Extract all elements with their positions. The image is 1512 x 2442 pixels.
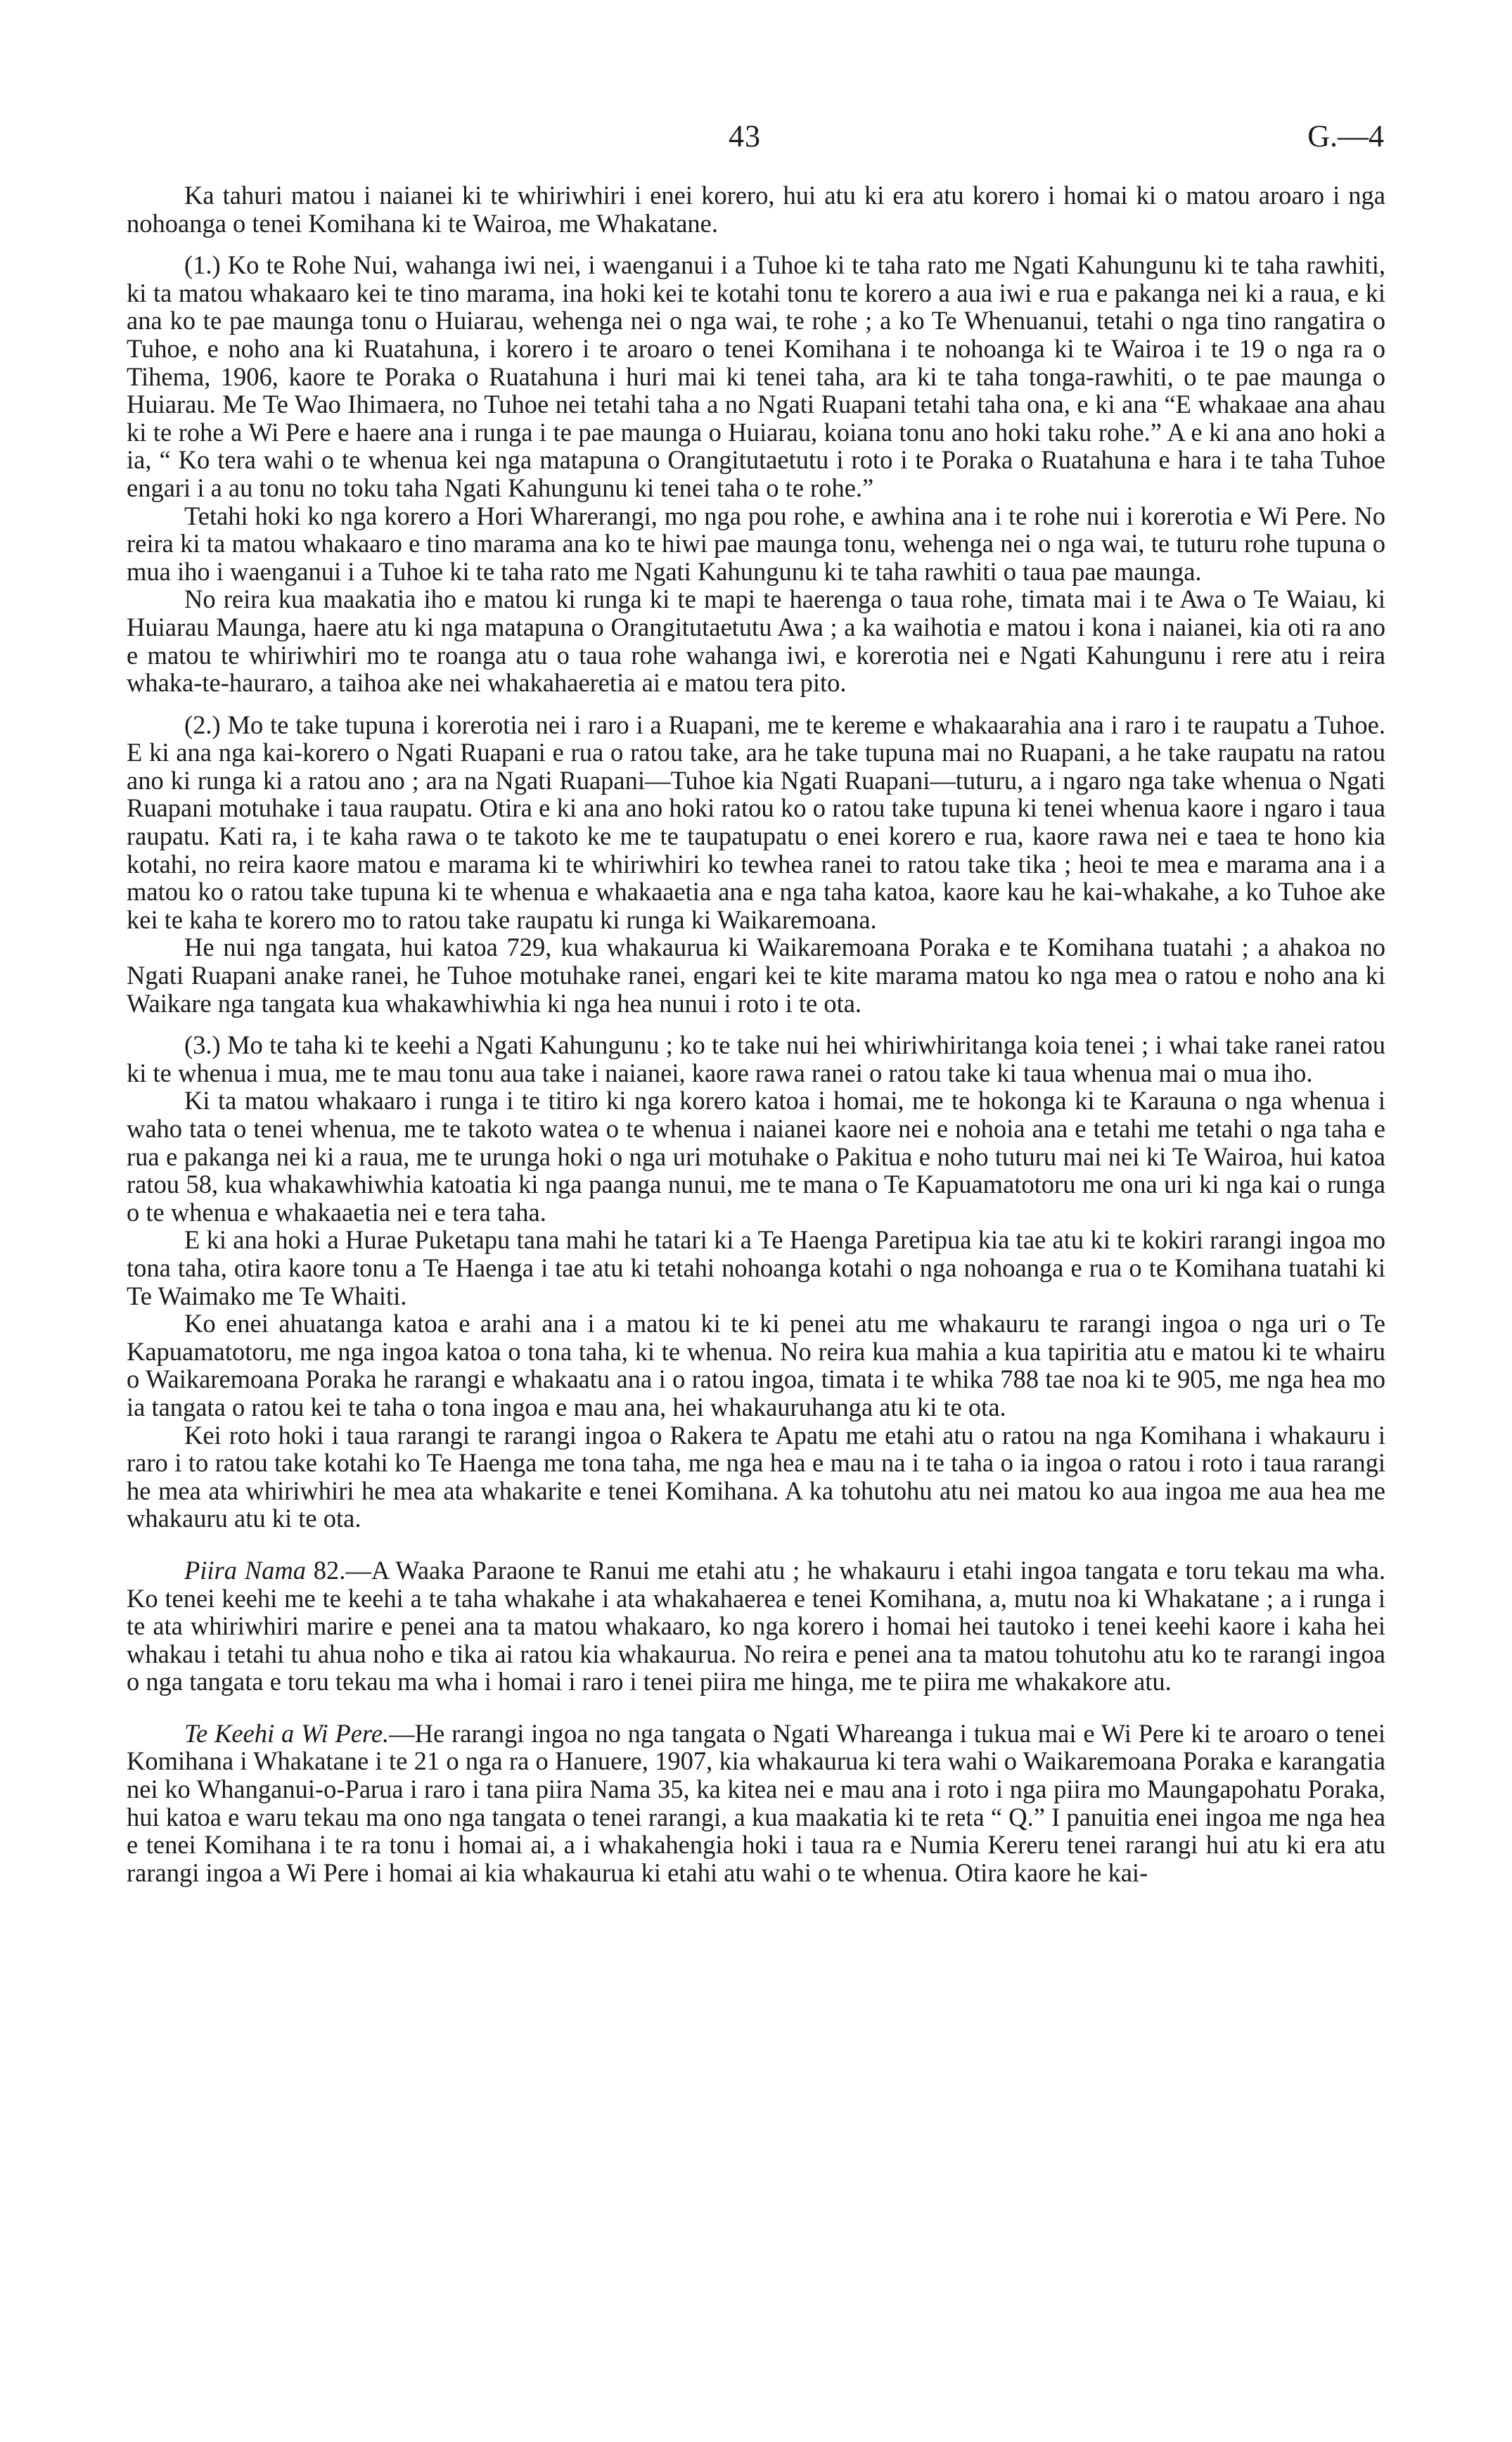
- paragraph-wi-pere: [127, 1720, 1385, 1887]
- paragraph-hurae-puketapu: E ki ana hoki a Hurae Puketapu tana mahi he tatari ki a Te Haenga Paretipua kia tae atu ki te kokiri rarangi ingoa mo tona taha, otira kaore tonu a Te Haenga i tae atu ki tetahi nohoanga kotahi o nga nohoanga e rua o te Komihana tuatahi ki Te Waimako me Te Whaiti.: [127, 1225, 1385, 1310]
- paragraph-intro: Ka tahuri matou i naianei ki te whiriwhiri i enei korero, hui atu ki era atu korero i homai ki o matou aroaro i nga nohoanga o tenei Komihana ki te Wairoa, me Whakatane.: [127, 181, 1385, 238]
- page-header: [0, 118, 1512, 160]
- paragraph-lead: Te Keehi a Wi Pere.: [184, 1718, 390, 1748]
- paragraph-body: 82.—A Waaka Paraone te Ranui me etahi atu ; he whakauru i etahi ingoa tangata e toru tekau ma wha. Ko tenei keehi me te keehi a te taha whakahe i ata whakahaerea e tenei Komihana, a, mutu noa ki Whakatane ; a i runga i te ata whiriwhiri marire e penei ana ta matou whakaaro, ko nga korero i homai hei tautoko i tenei keehi kaore i kaha hei whakau i tetahi tu ahua noho e tika ai ratou kia whakaurua. No reira e penei ana ta matou tohutohu atu ko te rarangi ingoa o nga tangata e toru tekau ma wha i homai i raro i tenei piira me hinga, me te piira me whakakore atu.: [127, 1555, 1385, 1696]
- paragraph-piira-82: [127, 1556, 1385, 1696]
- paragraph-3-kahungunu: (3.) Mo te taha ki te keehi a Ngati Kahungunu ; ko te take nui hei whiriwhiritanga koia tenei ; i whai take ranei ratou ki te whenua i mua, me te mau tonu aua take i naianei, kaore rawa ranei o ratou take ki taua whenua mai o mua iho.: [127, 1030, 1385, 1087]
- paragraph-lead: Piira Nama: [184, 1555, 306, 1585]
- paragraph-729: He nui nga tangata, hui katoa 729, kua whakaurua ki Waikaremoana Poraka e te Komihana tuatahi ; a ahakoa no Ngati Ruapani anake ranei, he Tuhoe motuhake ranei, engari kei te kite marama matou ko nga mea o ratou e noho ana ki Waikare nga tangata kua whakawhiwhia ki nga hea nunui i roto i te ota.: [127, 933, 1385, 1018]
- paragraph-mapi: No reira kua maakatia iho e matou ki runga ki te mapi te haerenga o taua rohe, timata mai i te Awa o Te Waiau, ki Huiarau Maunga, haere atu ki nga matapuna o Orangitutaetutu Awa ; a ka waihotia e matou i kona i naianei, kia oti ra ano e matou te whiriwhiri mo te roanga atu o taua rohe wahanga iwi, e korerotia nei e Ngati Kahungunu i rere atu i reira whaka-te-hauraro, a taihoa ake nei whakahaeretia ai e matou tera pito.: [127, 584, 1385, 698]
- paragraph-rakera: Kei roto hoki i taua rarangi te rarangi ingoa o Rakera te Apatu me etahi atu o ratou na nga Komihana i whakauru i raro i to ratou take kotahi ko Te Haenga me tona taha, me nga hea e mau na i te taha o ia ingoa o ratou i roto i taua rarangi he mea ata whiriwhiri he mea ata whakarite e tenei Komihana. A ka tohutohu atu nei matou ko aua ingoa me aua hea me whakauru atu ki te ota.: [127, 1420, 1385, 1533]
- paragraph-hori-wharerangi: Tetahi hoki ko nga korero a Hori Wharerangi, mo nga pou rohe, e awhina ana i te rohe nui i korerotia e Wi Pere. No reira ki ta matou whakaaro e tino marama ana ko te hiwi pae maunga tonu, wehenga nei o nga wai, te tuturu rohe tupuna o mua iho i waenganui i a Tuhoe ki te taha rato me Ngati Kahungunu ki te taha rawhiti o taua pae maunga.: [127, 501, 1385, 586]
- page-number: 43: [729, 119, 761, 153]
- paragraph-body: —He rarangi ingoa no nga tangata o Ngati Whareanga i tukua mai e Wi Pere ki te aroaro o tenei Komihana i Whakatane i te 21 o nga ra o Hanuere, 1907, kia whakaurua ki tera wahi o Waikaremoana Poraka e karangatia nei ko Whanganui-o-Parua i raro i tana piira Nama 35, ka kitea nei e mau ana i roto i nga piira mo Maungapohatu Poraka, hui katoa e waru tekau ma ono nga tangata o tenei rarangi, a kua maakatia ki te reta “ Q.” I panuitia enei ingoa me nga hea e tenei Komihana i te ra tonu i homai ai, a i whakahengia hoki i taua ra e Numia Kereru tenei rarangi hui atu ki era atu rarangi ingoa a Wi Pere i homai ai kia whakaurua ki etahi atu wahi o te whenua. Otira kaore he kai-: [127, 1718, 1385, 1887]
- paragraph-2-ruapani: (2.) Mo te take tupuna i korerotia nei i raro i a Ruapani, me te kereme e whakaarahia ana i raro i te raupatu a Tuhoe. E ki ana nga kai-korero o Ngati Ruapani e rua o ratou take, ara he take tupuna mai no Ruapani, a he take raupatu na ratou ano ki runga ki a ratou ano ; ara na Ngati Ruapani—Tuhoe kia Ngati Ruapani—tuturu, a i ngaro nga take whenua o Ngati Ruapani motuhake i taua raupatu. Otira e ki ana ano hoki ratou ko o ratou take tupuna ki tenei whenua kaore i ngaro i taua raupatu. Kati ra, i te kaha rawa o te takoto ke me te taupatupatu o enei korero e rua, kaore rawa nei e taea te hono kia kotahi, no reira kaore matou e marama ki te whiriwhiri ko tewhea ranei to ratou take tika ; heoi te mea e marama ana i a matou ko o ratou take tupuna ki te whenua e whakaaetia ana e nga taha katoa, kaore kau he kai-whakahe, a ko Tuhoe ake kei te kaha te korero mo to ratou take raupatu ki runga ki Waikaremoana.: [127, 710, 1385, 934]
- paragraph-kapuamatotoru: Ko enei ahuatanga katoa e arahi ana i a matou ki te ki penei atu me whakauru te rarangi ingoa o nga uri o Te Kapuamatotoru, me nga ingoa katoa o tona taha, ki te whenua. No reira kua mahia a kua tapiritia atu e matou ki te whairu o Waikaremoana Poraka he rarangi e whakaatu ana i o ratou ingoa, timata i te whika 788 tae noa ki te 905, me nga hea mo ia tangata o ratou kei te taha o tona ingoa e mau ana, hei whakauruhanga atu ki te ota.: [127, 1309, 1385, 1421]
- paragraph-1-rohe-nui: (1.) Ko te Rohe Nui, wahanga iwi nei, i waenganui i a Tuhoe ki te taha rato me Ngati Kahungunu ki te taha rawhiti, ki ta matou whakaaro kei te tino marama, ina hoki kei te kotahi tonu te korero a aua iwi e rua e pakanga nei ki a raua, e ki ana ko te pae maunga tonu o Huiarau, wehenga nei o nga wai, te rohe ; a ko Te Whenuanui, tetahi o nga tino rangatira o Tuhoe, e noho ana ki Ruatahuna, i korero i te aroaro o tenei Komihana i te nohoanga ki te Wairoa i te 19 o nga ra o Tihema, 1906, kaore te Poraka o Ruatahuna i huri mai ki tenei taha, ara ki te taha tonga-rawhiti, o te pae maunga o Huiarau. Me Te Wao Ihimaera, no Tuhoe nei tetahi taha a no Ngati Ruapani tetahi taha ona, e ki ana “E whakaae ana ahau ki te rohe a Wi Pere e haere ana i runga i te pae maunga o Huiarau, koiana tonu ano hoki taku rohe.” A e ki ana ano hoki a ia, “ Ko tera wahi o te whenua kei nga matapuna o Orangitutaetutu i roto i te Poraka o Ruatahuna e hara i te taha Tuhoe engari i a au tonu no toku taha Ngati Kahungunu ki tenei taha o te rohe.”: [127, 250, 1385, 502]
- body-text: [127, 181, 1385, 1886]
- paragraph-karauna: Ki ta matou whakaaro i runga i te titiro ki nga korero katoa i homai, me te hokonga ki te Karauna o nga whenua i waho tata o tenei whenua, me te takoto watea o te whenua i naianei kaore nei e nohoia ana e tetahi me tetahi o nga taha e rua e pakanga nei ki a raua, me te urunga hoki o nga uri motuhake o Pakitua e noho tuturu mai nei ki Te Wairoa, hui katoa ratou 58, kua whakawhiwhia katoatia ki nga paanga nunui, me te mana o Te Kapuamatotoru me ona uri ki nga kai o runga o te whenua e whakaaetia nei e tera taha.: [127, 1086, 1385, 1227]
- document-reference: G.—4: [1307, 119, 1384, 153]
